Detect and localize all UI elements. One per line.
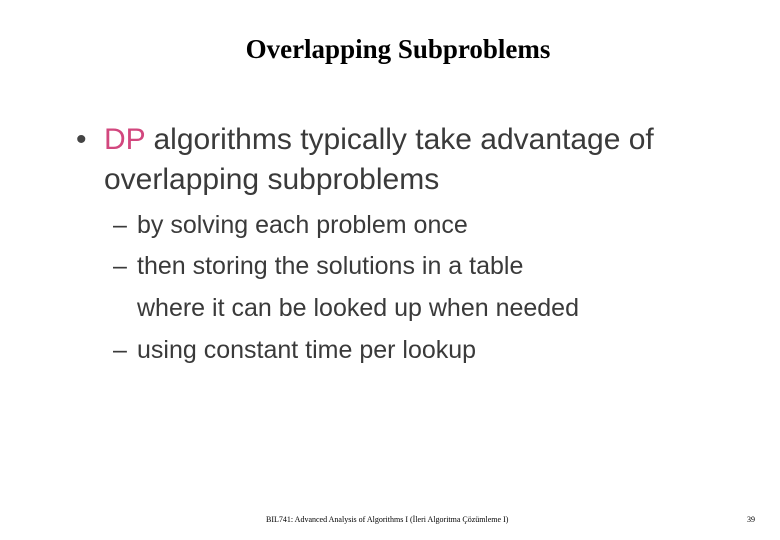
sub-item (113, 334, 476, 366)
bullet-marker: • (76, 123, 87, 156)
sub-item-text: using constant time per lookup (137, 336, 477, 364)
bullet-text (104, 120, 654, 200)
sub-item-text: by solving each problem once (137, 211, 468, 239)
slide-footer: BIL741: Advanced Analysis of Algorithms I (İleri Algoritma Çözümleme I) (266, 515, 509, 524)
sub-item-dash: – (113, 336, 127, 364)
bullet-line1-text: algorithms typically take advantage of (145, 123, 654, 156)
sub-item-dash: – (113, 211, 127, 239)
sub-item-text: then storing the solutions in a table (137, 252, 524, 280)
sub-item-continuation (113, 292, 579, 324)
bullet-line2-text: overlapping subproblems (104, 163, 440, 196)
sub-item-dash: – (113, 252, 127, 280)
sub-item (113, 209, 468, 241)
slide-title: Overlapping Subproblems (245, 34, 551, 64)
bullet-accent-text: DP (104, 123, 146, 156)
sub-item-text: where it can be looked up when needed (137, 294, 579, 322)
page-number: 39 (747, 515, 755, 524)
sub-item (113, 250, 523, 282)
